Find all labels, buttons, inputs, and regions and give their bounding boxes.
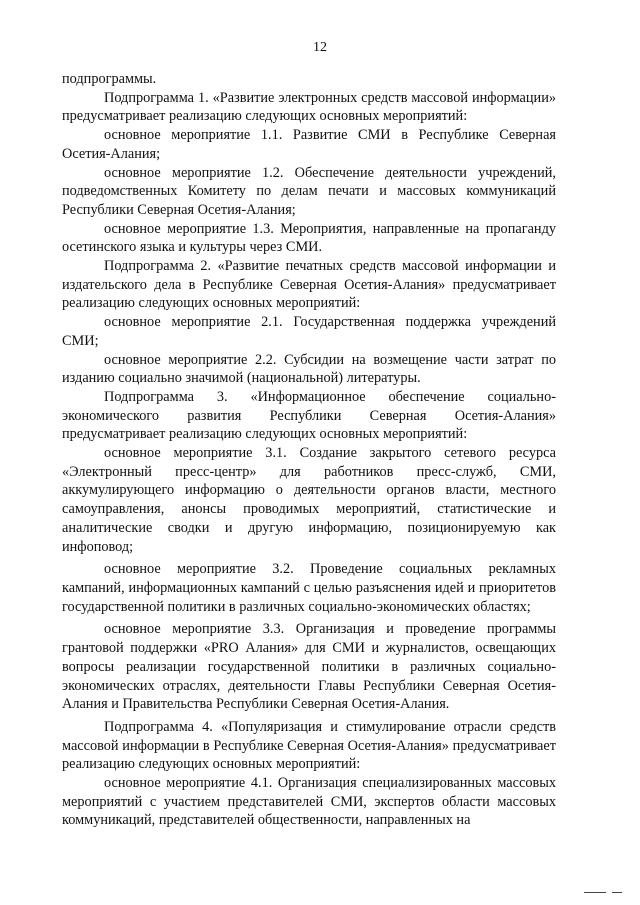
footer-dash (584, 892, 606, 893)
paragraph-activity-1-1: основное мероприятие 1.1. Развитие СМИ в Республике Северная Осетия-Алания; (62, 127, 556, 162)
paragraph-subprogram-3: Подпрограмма 3. «Информационное обеспечение социально-экономического развития Республики Северная Осетия-Алания» предусматривает реализацию следующих основных мероприятий: (62, 388, 556, 443)
document-body (62, 70, 556, 830)
paragraph-activity-1-2: основное мероприятие 1.2. Обеспечение деятельности учреждений, подведомственных Комитету по делам печати и массовых коммуникаций Республики Северная Осетия-Алания; (62, 164, 556, 218)
paragraph-activity-3-3: основное мероприятие 3.3. Организация и проведение программы грантовой поддержки «PRO Алания» для СМИ и журналистов, освещающих вопросы реализации государственной политики в различных социально-экономических отраслях, деятельности Главы Республики Северная Осетия-Алания и Правительства Республики Северная Осетия-Алания. (62, 621, 556, 713)
paragraph-subprogram-2: Подпрограмма 2. «Развитие печатных средств массовой информации и издательского дела в Республике Северная Осетия-Алания» предусматривает реализацию следующих основных мероприятий: (62, 258, 556, 312)
footer-mark (584, 892, 622, 893)
paragraph-subprogram-4: Подпрограмма 4. «Популяризация и стимулирование отрасли средств массовой информации в Республике Северная Осетия-Алания» предусматривает реализацию следующих основных мероприятий: (62, 718, 556, 773)
paragraph-activity-3-1: основное мероприятие 3.1. Создание закрытого сетевого ресурса «Электронный пресс-центр» для работников пресс-служб, СМИ, аккумулирующего информацию о деятельности органов власти, местного самоуправления, анонсы проводимых мероприятий, статистические и аналитические сводки и другую информацию, позиционируемую как инфоповод; (62, 445, 556, 555)
paragraph-activity-1-3: основное мероприятие 1.3. Мероприятия, направленные на пропаганду осетинского языка и культуры через СМИ. (62, 220, 556, 256)
paragraph-continuation: подпрограммы. (62, 71, 157, 87)
page-number: 12 (313, 40, 327, 55)
paragraph-activity-2-2: основное мероприятие 2.2. Субсидии на возмещение части затрат по изданию социально значимой (национальной) литературы. (62, 351, 556, 387)
paragraph-activity-4-1: основное мероприятие 4.1. Организация специализированных массовых мероприятий с участием представителей СМИ, экспертов области массовых коммуникаций, представителей общественности, направленных на (62, 775, 556, 829)
paragraph-activity-2-1: основное мероприятие 2.1. Государственная поддержка учреждений СМИ; (62, 314, 556, 349)
paragraph-activity-3-2: основное мероприятие 3.2. Проведение социальных рекламных кампаний, информационных кампаний с целью разъяснения идей и приоритетов государственной политики в различных социально-экономических областях; (62, 561, 556, 615)
footer-dash (612, 892, 622, 893)
paragraph-subprogram-1: Подпрограмма 1. «Развитие электронных средств массовой информации» предусматривает реализацию следующих основных мероприятий: (62, 89, 556, 125)
